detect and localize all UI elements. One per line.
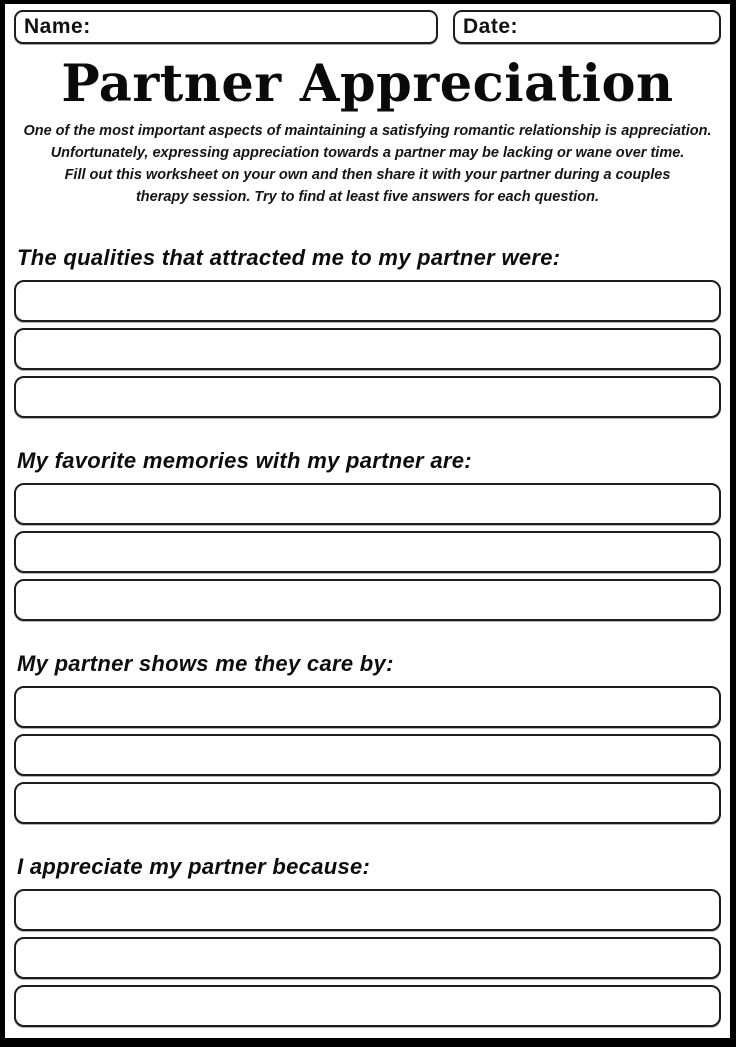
worksheet-title: Partner Appreciation [61, 54, 674, 114]
name-label: Name: [24, 15, 91, 38]
answer-line[interactable] [14, 328, 721, 370]
section-appreciate [14, 853, 721, 1027]
question-prompt: The qualities that attracted me to my partner were: [17, 245, 561, 270]
answer-line[interactable] [14, 376, 721, 418]
intro-line: One of the most important aspects of maintaining a satisfying romantic relationship is appreciation. [23, 123, 712, 139]
date-field[interactable] [453, 10, 721, 44]
section-memories [14, 447, 721, 621]
intro-paragraph [14, 120, 721, 208]
answer-line[interactable] [14, 782, 721, 824]
intro-line: Fill out this worksheet on your own and then share it with your partner during a couples [64, 167, 671, 183]
section-qualities [14, 244, 721, 418]
question-prompt: I appreciate my partner because: [17, 854, 371, 879]
answer-line[interactable] [14, 889, 721, 931]
name-field[interactable] [14, 10, 438, 44]
answer-line[interactable] [14, 985, 721, 1027]
question-prompt: My favorite memories with my partner are: [17, 448, 472, 473]
answer-line[interactable] [14, 531, 721, 573]
section-care [14, 650, 721, 824]
answer-line[interactable] [14, 579, 721, 621]
intro-line: Unfortunately, expressing appreciation towards a partner may be lacking or wane over time. [50, 145, 685, 161]
answer-line[interactable] [14, 483, 721, 525]
question-prompt: My partner shows me they care by: [17, 651, 394, 676]
answer-line[interactable] [14, 937, 721, 979]
header-row [14, 10, 721, 44]
date-label: Date: [463, 15, 519, 38]
answer-line[interactable] [14, 734, 721, 776]
answer-line[interactable] [14, 686, 721, 728]
intro-line: therapy session. Try to find at least five answers for each question. [135, 189, 600, 205]
answer-line[interactable] [14, 280, 721, 322]
